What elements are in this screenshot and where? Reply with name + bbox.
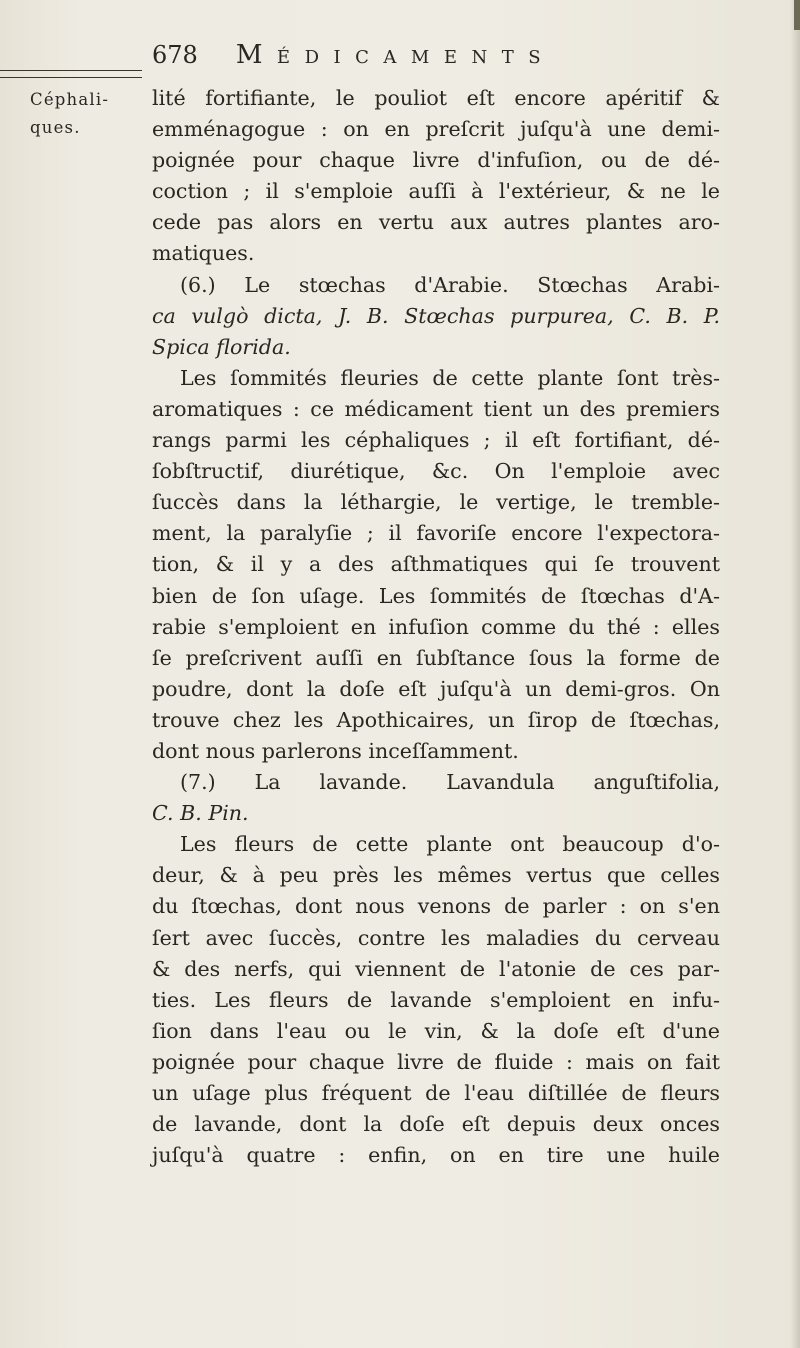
text-line: trouve chez les Apothicaires, un ſirop de ſtœchas, <box>152 707 720 732</box>
text-line: ſuccès dans la léthargie, le vertige, le tremble- <box>152 490 720 515</box>
text-line: coction ; il s'emploie auſſi à l'extérieur, & ne le <box>152 179 720 204</box>
text-line: Les ſommités fleuries de cette plante ſont très- <box>180 365 720 390</box>
text-line: deur, & à peu près les mêmes vertus que celles <box>152 863 720 888</box>
text-line: Spica florida. <box>152 334 291 359</box>
page-number: 678 <box>152 41 198 69</box>
text-line: poignée pour chaque livre de fluide : mais on fait <box>152 1049 720 1074</box>
text-line: ment, la paralyſie ; il favoriſe encore l'expectora- <box>152 521 720 546</box>
text-line: Les fleurs de cette plante ont beaucoup d'o- <box>180 832 720 857</box>
text-line: cede pas alors en vertu aux autres plantes aro- <box>152 210 720 235</box>
text-line: ſobſtructif, diurétique, &c. On l'emploie avec <box>152 459 720 484</box>
margin-note-line: ques. <box>30 118 81 137</box>
margin-rule <box>0 70 142 78</box>
body-text <box>152 83 720 1171</box>
text-line: un uſage plus fréquent de l'eau diſtillée de fleurs <box>152 1081 720 1105</box>
page-edge-shadow <box>790 0 800 1348</box>
text-line: ſe preſcrivent auſſi en ſubſtance ſous la forme de <box>152 645 720 670</box>
page-header <box>152 40 712 76</box>
text-line: ſert avec ſuccès, contre les maladies du cerveau <box>152 925 720 950</box>
corner-mark <box>794 0 800 30</box>
text-line: emménagogue : on en preſcrit juſqu'à une demi- <box>152 117 720 142</box>
text-line: C. B. Pin. <box>152 801 249 826</box>
text-line: ties. Les fleurs de lavande s'emploient en infu- <box>152 987 720 1012</box>
margin-note <box>30 86 142 142</box>
text-line: du ſtœchas, dont nous venons de parler : on s'en <box>152 894 720 919</box>
margin-note-line: Céphali- <box>30 90 110 109</box>
text-line: rangs parmi les céphaliques ; il eſt fortifiant, dé- <box>152 428 720 453</box>
section-heading-line: (7.) La lavande. Lavandula anguſtifolia, <box>180 770 720 795</box>
text-line: aromatiques : ce médicament tient un des premiers <box>152 396 720 421</box>
text-line: lité fortifiante, le pouliot eſt encore apéritif & <box>152 86 720 110</box>
section-heading-line: (6.) Le stœchas d'Arabie. Stœchas Arabi- <box>180 272 720 297</box>
text-line: dont nous parlerons inceſſamment. <box>152 738 519 763</box>
text-line: & des nerfs, qui viennent de l'atonie de ces par- <box>152 956 720 981</box>
text-line: de lavande, dont la doſe eſt depuis deux onces <box>152 1112 720 1137</box>
text-line: ſion dans l'eau ou le vin, & la doſe eſt d'une <box>152 1018 720 1043</box>
text-line: bien de ſon uſage. Les ſommités de ſtœchas d'A- <box>152 583 720 608</box>
text-line: poudre, dont la doſe eſt juſqu'à un demi-gros. On <box>152 676 720 701</box>
text-line: juſqu'à quatre : enfin, on en tire une huile <box>152 1143 720 1168</box>
text-line: matiques. <box>152 241 255 266</box>
text-line: ca vulgò dicta, J. B. Stœchas purpurea, C. B. P. <box>152 303 720 328</box>
text-line: tion, & il y a des aſthmatiques qui ſe trouvent <box>152 552 720 577</box>
text-line: poignée pour chaque livre d'infuſion, ou de dé- <box>152 148 720 173</box>
running-title: Médicaments <box>235 40 556 70</box>
text-line: rabie s'emploient en infuſion comme du thé : elles <box>152 614 720 639</box>
